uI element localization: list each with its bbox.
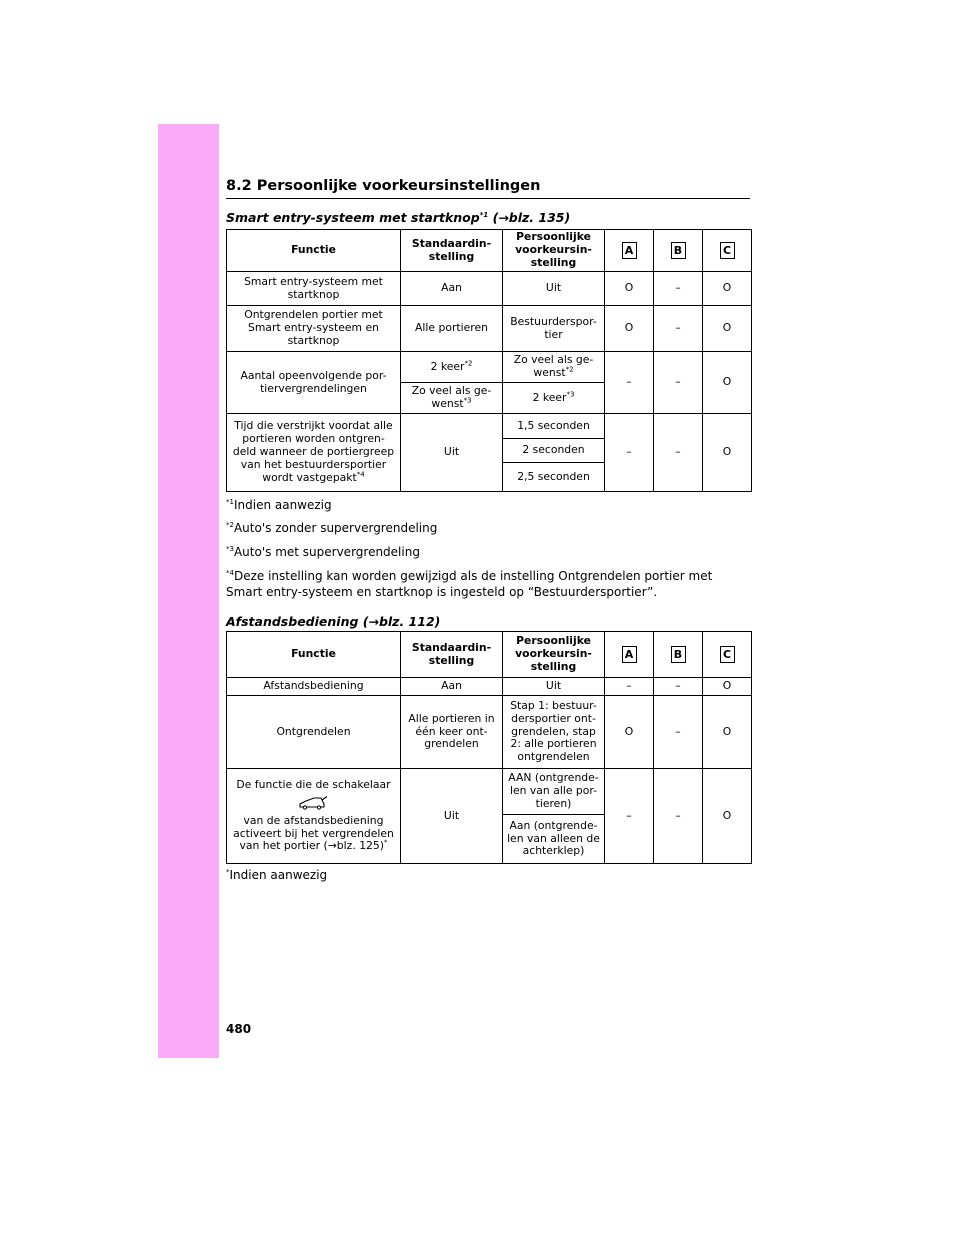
cell-standaard bbox=[401, 383, 503, 414]
cell-persoonlijk: Bestuurderspor- tier bbox=[503, 306, 605, 352]
table-row bbox=[227, 306, 752, 352]
footnote-mark: * bbox=[384, 838, 388, 847]
table-header-row bbox=[227, 230, 752, 272]
functie-text: De functie die de schakelaar bbox=[236, 777, 391, 791]
cell-c: O bbox=[703, 414, 752, 492]
page-number: 480 bbox=[226, 1022, 252, 1036]
cell-persoonlijk bbox=[503, 383, 605, 414]
footnote-3 bbox=[226, 545, 750, 561]
cell-functie: Ontgrendelen bbox=[227, 696, 401, 769]
cell-c: O bbox=[703, 306, 752, 352]
table-row bbox=[227, 414, 752, 439]
category-a-badge: A bbox=[622, 242, 637, 259]
persoonlijk-value: Zo veel als ge- wenst bbox=[513, 353, 594, 379]
footnote-mark: *3 bbox=[226, 545, 234, 553]
table2-title: Afstandsbediening (→blz. 112) bbox=[226, 614, 441, 629]
cell-a: – bbox=[605, 352, 654, 414]
footnote-mark: *4 bbox=[226, 569, 234, 577]
cell-persoonlijk: Uit bbox=[503, 678, 605, 696]
remote-control-table bbox=[226, 631, 752, 864]
cell-b: – bbox=[654, 272, 703, 306]
footnote-remote bbox=[226, 868, 750, 884]
header-a bbox=[605, 230, 654, 272]
cell-standaard: Alle portieren bbox=[401, 306, 503, 352]
footnote-mark: *1 bbox=[226, 498, 234, 506]
footnote-mark: *2 bbox=[226, 521, 234, 529]
category-b-badge: B bbox=[671, 646, 686, 663]
cell-b: – bbox=[654, 352, 703, 414]
cell-standaard: Uit bbox=[401, 769, 503, 864]
table-row bbox=[227, 272, 752, 306]
cell-c: O bbox=[703, 678, 752, 696]
cell-functie: Afstandsbediening bbox=[227, 678, 401, 696]
header-persoonlijk: Persoonlijke voorkeursin- stelling bbox=[503, 230, 605, 272]
footnote-2 bbox=[226, 521, 750, 537]
table-row bbox=[227, 769, 752, 815]
category-c-badge: C bbox=[720, 646, 735, 663]
category-c-badge: C bbox=[720, 242, 735, 259]
cell-standaard: Aan bbox=[401, 678, 503, 696]
footnote-mark: * bbox=[226, 868, 230, 876]
footnote-mark: *2 bbox=[464, 358, 473, 367]
footnote-mark: *3 bbox=[463, 396, 472, 405]
header-persoonlijk: Persoonlijke voorkeursin- stelling bbox=[503, 632, 605, 678]
footnote-text: Auto's met supervergrendeling bbox=[233, 545, 420, 559]
cell-persoonlijk: 1,5 seconden bbox=[503, 414, 605, 439]
cell-a: O bbox=[605, 306, 654, 352]
header-standaard: Standaardin- stelling bbox=[401, 230, 503, 272]
table1-title bbox=[226, 210, 570, 225]
persoonlijk-value: 2 keer bbox=[532, 390, 567, 404]
cell-persoonlijk: AAN (ontgrende- len van alle por- tieren) bbox=[503, 769, 605, 815]
header-c bbox=[703, 230, 752, 272]
footnote-text: Indien aanwezig bbox=[233, 498, 332, 512]
header-functie: Functie bbox=[227, 632, 401, 678]
table1-title-text: Smart entry-systeem met startknop bbox=[226, 210, 480, 225]
section-title: 8.2 Persoonlijke voorkeursinstellingen bbox=[226, 178, 750, 199]
table-row bbox=[227, 678, 752, 696]
category-b-badge: B bbox=[671, 242, 686, 259]
smart-entry-table bbox=[226, 229, 752, 492]
cell-persoonlijk: 2,5 seconden bbox=[503, 463, 605, 492]
header-standaard: Standaardin- stelling bbox=[401, 632, 503, 678]
footnote-mark: *2 bbox=[565, 365, 574, 374]
cell-functie: Aantal opeenvolgende por- tiervergrendelingen bbox=[227, 352, 401, 414]
table-row bbox=[227, 696, 752, 769]
cell-persoonlijk: Stap 1: bestuur- dersportier ont- grendelen, stap 2: alle portieren ontgrendelen bbox=[503, 696, 605, 769]
header-b bbox=[654, 632, 703, 678]
cell-standaard: Aan bbox=[401, 272, 503, 306]
table-row bbox=[227, 352, 752, 383]
cell-b: – bbox=[654, 306, 703, 352]
standaard-value: Zo veel als ge- wenst bbox=[411, 384, 492, 410]
cell-persoonlijk: Uit bbox=[503, 272, 605, 306]
cell-standaard: Uit bbox=[401, 414, 503, 492]
cell-c: O bbox=[703, 352, 752, 414]
cell-standaard: Alle portieren in één keer ont- grendelen bbox=[401, 696, 503, 769]
cell-functie: Smart entry-systeem met startknop bbox=[227, 272, 401, 306]
cell-persoonlijk bbox=[503, 352, 605, 383]
footnote-mark: *4 bbox=[356, 470, 365, 479]
footnote-mark: *3 bbox=[566, 389, 575, 398]
cell-b: – bbox=[654, 678, 703, 696]
cell-functie bbox=[227, 414, 401, 492]
cell-c: O bbox=[703, 272, 752, 306]
footnote-text: Deze instelling kan worden gewijzigd als de instelling Ontgrendelen portier met Smart entry-systeem en startknop is ingesteld op “Bestuurdersportier”. bbox=[226, 569, 713, 599]
table-header-row bbox=[227, 632, 752, 678]
functie-text: van de afstandsbediening activeert bij het vergrendelen van het portier (→blz. 125) bbox=[233, 813, 394, 853]
category-a-badge: A bbox=[622, 646, 637, 663]
cell-standaard bbox=[401, 352, 503, 383]
cell-persoonlijk: 2 seconden bbox=[503, 439, 605, 463]
header-c bbox=[703, 632, 752, 678]
cell-a: – bbox=[605, 414, 654, 492]
cell-functie: Ontgrendelen portier met Smart entry-systeem en startknop bbox=[227, 306, 401, 352]
cell-persoonlijk: Aan (ontgrende- len van alleen de achterklep) bbox=[503, 815, 605, 864]
footnote-text: Indien aanwezig bbox=[229, 868, 328, 882]
cell-b: – bbox=[654, 769, 703, 864]
footnote-4 bbox=[226, 569, 750, 600]
table1-title-ref: (→blz. 135) bbox=[488, 210, 571, 225]
cell-a: – bbox=[605, 769, 654, 864]
header-b bbox=[654, 230, 703, 272]
footnote-text: Auto's zonder supervergrendeling bbox=[233, 521, 438, 535]
car-tailgate-icon bbox=[298, 795, 330, 811]
cell-b: – bbox=[654, 414, 703, 492]
footnote-1 bbox=[226, 498, 750, 514]
header-a bbox=[605, 632, 654, 678]
cell-a: O bbox=[605, 272, 654, 306]
cell-b: – bbox=[654, 696, 703, 769]
cell-c: O bbox=[703, 696, 752, 769]
table1-title-sup: *1 bbox=[479, 210, 489, 219]
header-functie: Functie bbox=[227, 230, 401, 272]
functie-text: Tijd die verstrijkt voordat alle portieren worden ontgren- deld wanneer de portiergreep van het bestuurdersportier wordt vastgepakt bbox=[232, 419, 395, 484]
cell-a: – bbox=[605, 678, 654, 696]
cell-functie bbox=[227, 769, 401, 864]
cell-c: O bbox=[703, 769, 752, 864]
standaard-value: 2 keer bbox=[430, 359, 465, 373]
side-tab bbox=[158, 124, 219, 1058]
cell-a: O bbox=[605, 696, 654, 769]
